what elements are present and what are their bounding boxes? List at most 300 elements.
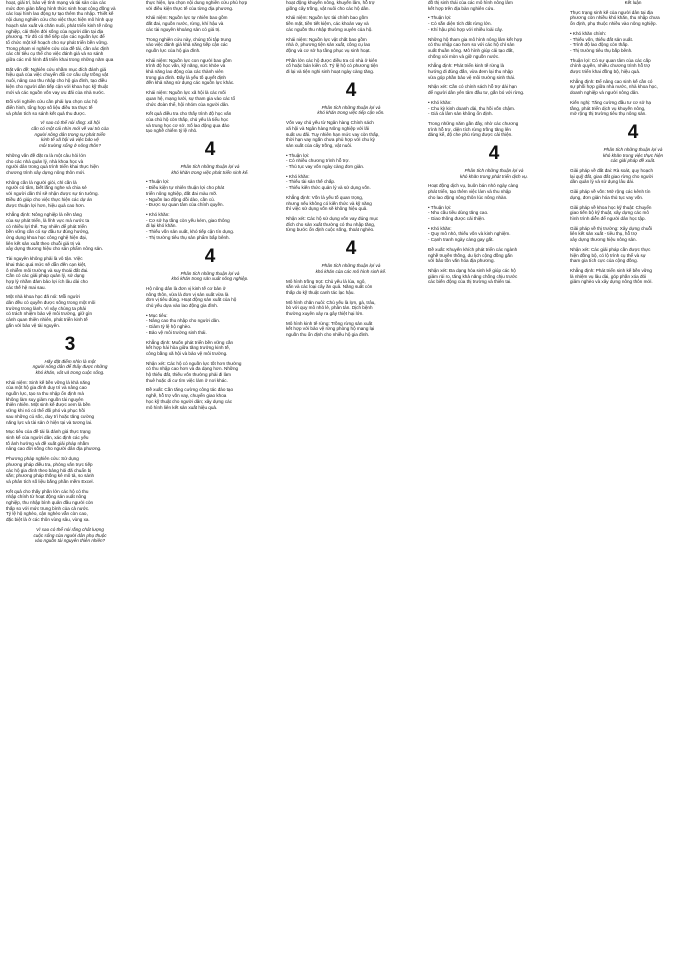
text-line: xây dựng thương hiệu cho sản phẩm nông sản. (6, 246, 104, 252)
text-paragraph (428, 183, 560, 200)
text-line: Phân tích những thuận lợi và (603, 146, 663, 152)
text-line: - Nhu cầu tiêu dùng tăng cao. (428, 210, 489, 216)
text-line: Trong những năm gần đây, nhờ các chương (428, 120, 519, 126)
text-line: công bằng xã hội và bảo vệ môi trường. (146, 350, 228, 356)
text-line: • Thuận lợi: (146, 179, 170, 185)
text-line: Khẳng định: Nông nghiệp là nền tảng (6, 212, 82, 218)
text-line: • Khó khăn: (286, 173, 310, 179)
text-paragraph (6, 67, 134, 96)
text-line: ô nhiễm môi trường và suy thoái đất đai. (6, 267, 89, 273)
text-line: nghiệp, thu nhập bình quân đầu người còn (6, 500, 94, 506)
text-line: đơn vị tiêu dùng. Hoạt động sản xuất của hộ (146, 297, 237, 303)
text-line: Khẳng định: Muốn phát triển bền vững cần (146, 339, 234, 345)
text-line: thì việc sử dụng vốn sẽ không hiệu quả. (286, 206, 368, 212)
text-paragraph (286, 216, 416, 233)
text-line: năng lực và tài sản ở hiện tại và tương lai. (6, 419, 93, 425)
text-paragraph (6, 0, 134, 63)
text-line: - Trình độ lao động còn thấp. (570, 42, 629, 48)
text-line: trình độ học vấn, kỹ năng, sức khỏe và (146, 63, 226, 69)
text-line: - Quy mô nhỏ, thiếu vốn và kinh nghiệm. (428, 231, 511, 237)
text-paragraph (570, 10, 696, 27)
text-line: cố hoặc bán kiên cố. Tỷ lệ hộ có phương tiện (286, 63, 379, 69)
text-line: gắn với bảo vệ tài nguyên. (6, 322, 61, 328)
text-paragraph (428, 226, 560, 243)
page-number: 4 (345, 79, 357, 101)
text-line: phương còn nhiều khó khăn, thu nhập chưa (570, 15, 660, 21)
text-line: Không cần là người giỏi, chỉ cần là (6, 179, 77, 185)
text-paragraph (428, 268, 560, 285)
text-line: kết hợp trên địa bàn nghiên cứu. (428, 5, 495, 11)
text-line: với người dân thì sẽ nhận được sự tin tưởng. (6, 191, 99, 197)
text-line: với điều kiện thực tế của từng địa phương. (146, 5, 234, 11)
text-line: của sự phát triển, là lĩnh vực mà nước ta (6, 217, 90, 223)
quote-block (6, 120, 134, 149)
text-line: với bảo tồn văn hóa địa phương. (428, 258, 495, 264)
text-paragraph (428, 0, 560, 11)
text-paragraph (146, 0, 274, 11)
quote-block (6, 527, 134, 544)
text-line: - Giao thông được cải thiện. (428, 215, 486, 221)
text-paragraph (146, 212, 274, 241)
text-paragraph (428, 247, 560, 264)
text-line: suất ưu đãi. Tuy nhiên hạn mức vay còn thấp, (286, 131, 380, 137)
text-line: - Nâng cao thu nhập cho người dân. (146, 318, 221, 324)
text-line: Nhận xét: Các giải pháp cần được thực (570, 246, 651, 252)
text-line: nội dung nghiên cứu cho việc thực hiện mô hình quy (6, 17, 114, 23)
text-line: - Thiếu tài sản thế chấp. (286, 179, 336, 185)
quote-block (146, 164, 274, 175)
text-line: dụng, đơn giản hóa thủ tục vay vốn. (570, 194, 644, 200)
text-line: - Được sự quan tâm của chính quyền. (146, 202, 224, 208)
page-number: 4 (204, 139, 216, 161)
text-line: vào việc đánh giá khả năng tiếp cận các (146, 42, 228, 48)
text-line: cuộc sống của người dân phụ thuộc (33, 532, 107, 538)
text-paragraph (6, 212, 134, 252)
text-line: chống xói mòn và giữ nguồn nước. (428, 53, 500, 59)
text-line: khó khăn trong việc tiếp cận vốn. (317, 110, 385, 116)
text-line: môi trường sống ở nông thôn? (39, 143, 101, 149)
text-column (570, 0, 696, 960)
text-paragraph (146, 15, 274, 32)
text-line: vào nguồn tài nguyên thiên nhiên? (34, 538, 106, 544)
text-line: hợp lý nhằm đảm bảo lợi ích lâu dài cho (6, 278, 88, 284)
text-line: liên kết sản xuất - tiêu thụ, hỗ trợ (570, 231, 638, 237)
text-line: hoạt, giải trí, bảo vệ tính mạng và tài sản của các (6, 0, 107, 5)
text-line: Đặt vấn đề: Nghiên cứu nhằm mục đích đánh giá (6, 66, 107, 72)
text-line: phương. Từ đó có thể tiếp cận các nguồn lực để (6, 34, 105, 40)
text-line: mở rộng thị trường tiêu thụ nông sản. (570, 111, 647, 117)
text-line: mới và các nguồn vốn vay ưu đãi của nhà nước. (6, 89, 105, 95)
text-paragraph (570, 247, 696, 264)
text-paragraph (570, 0, 696, 6)
text-paragraph (570, 189, 696, 200)
text-paragraph (286, 37, 416, 54)
text-line: nhưng nếu không có kiến thức và kỹ năng (286, 200, 372, 206)
text-line: thấp do kỹ thuật canh tác lạc hậu. (286, 289, 355, 295)
text-line: dân đều có quyền được sống trong một môi (6, 300, 96, 306)
text-line: giữa các mô hình đã triển khai trong những năm qua (6, 57, 114, 63)
text-line: - Khí hậu phù hợp với nhiều loài cây. (428, 26, 503, 32)
text-paragraph (570, 31, 696, 54)
text-line: sự phối hợp giữa nhà nước, nhà khoa học, (570, 84, 658, 90)
text-line: Khái niệm: Nguồn lực tài chính bao gồm (286, 15, 368, 21)
text-line: sản xuất của cây trồng, vật nuôi. (286, 142, 353, 148)
text-column (6, 0, 134, 960)
text-paragraph (6, 256, 134, 290)
text-paragraph (286, 321, 416, 338)
text-line: Hãy đặt điểm nhìn là một (44, 358, 96, 364)
text-line: Khẳng định: Để nâng cao sinh kế cần có (570, 78, 653, 84)
text-paragraph (146, 37, 274, 54)
text-line: Thực trạng sinh kế của người dân tại địa (570, 9, 653, 15)
text-paragraph (146, 58, 274, 87)
text-paragraph (286, 153, 416, 170)
text-paragraph (286, 300, 416, 317)
text-line: của một hộ gia đình duy trì và nâng cao (6, 385, 87, 391)
text-paragraph (146, 313, 274, 336)
text-line: • Khó khăn chính: (570, 30, 607, 36)
text-line: thực hiện, lựa chọn nội dung nghiên cứu phù hợp (146, 0, 248, 5)
text-line: có nhiều lợi thế. Tuy nhiên để phát triển (6, 223, 87, 229)
page-number: 4 (627, 121, 639, 143)
text-paragraph (286, 120, 416, 149)
text-line: đích cho sản xuất thường có thu nhập tăng, (286, 221, 376, 227)
text-paragraph (570, 226, 696, 243)
text-line: học kỹ thuật cho người dân; xây dựng các (146, 398, 233, 404)
text-line: Phân tích những thuận lợi và (321, 263, 381, 269)
text-line: Mục tiêu của đề tài là đánh giá thực trạng (6, 429, 91, 435)
text-line: khó khăn của các mô hình sinh kế. (315, 268, 387, 274)
text-line: Điều đó giúp cho việc thực hiện các dự án (6, 196, 93, 202)
text-line: có trách nhiệm bảo vệ môi trường, giữ gìn (6, 311, 93, 317)
text-line: động và cơ sở hạ tầng phục vụ sinh hoạt. (286, 47, 371, 53)
text-line: Trong nghiên cứu này, chúng tôi tập trung (146, 36, 232, 42)
text-line: - Cạnh tranh ngày càng gay gắt. (428, 237, 494, 243)
text-line: phát triển, tạo thêm việc làm và thu nhập (428, 189, 511, 195)
text-line: bền vững cần có sự đầu tư đúng hướng, (6, 229, 90, 235)
text-line: Trong phạm vi nghiên cứu của đề tài, cần xác định (6, 45, 110, 51)
text-line: - Cơ sở hạ tầng còn yếu kém, giao thông (146, 217, 230, 223)
text-line: không làm suy giảm nguồn tài nguyên (6, 396, 84, 402)
text-line: Đề xuất: Cần tăng cường công tác đào tạo (146, 387, 234, 393)
text-line: hiện đồng bộ, có lộ trình cụ thể và sự (570, 252, 646, 258)
quote-block (146, 271, 274, 282)
text-paragraph (6, 489, 134, 523)
text-line: mức đơn giản bằng hình thức sinh hoạt cộng đồng và (6, 5, 116, 11)
text-line: Hoạt động dịch vụ, buôn bán nhỏ ngày càng (428, 183, 519, 189)
text-line: doanh nghiệp và người nông dân. (570, 90, 640, 96)
text-line: thiên nhiên. Một sinh kế được xem là bền (6, 402, 91, 408)
text-line: • Thuận lợi: (428, 204, 452, 210)
text-line: khó khăn trong việc phát triển sinh kế. (171, 169, 249, 175)
text-line: - Giá cả lâm sản không ổn định. (428, 111, 493, 117)
text-line: xuất thuần nông. Mô hình giúp cải tạo đất, (428, 47, 514, 53)
text-line: đất đai, nguồn nước, rừng, khí hậu và (146, 21, 224, 27)
text-line: - Bảo vệ môi trường sinh thái. (146, 329, 207, 335)
page-number: 4 (204, 245, 216, 267)
text-paragraph (6, 456, 134, 485)
text-line: Giải pháp về khoa học kỹ thuật: Chuyển (570, 204, 652, 210)
text-line: nuôi, nâng cao thu nhập cho hộ gia đình, tạo điều (6, 78, 107, 84)
text-line: Tỷ lệ hộ nghèo, cận nghèo vẫn còn cao, (6, 511, 88, 517)
text-line: người nông dân trong sự phát triển (34, 131, 106, 137)
text-line: - Có nhiều chương trình hỗ trợ. (286, 158, 350, 164)
text-line: - Giảm tỷ lệ hộ nghèo. (146, 324, 192, 330)
text-line: Phân tích những thuận lợi và (321, 104, 381, 110)
text-line: giống cây trồng, vật nuôi cho các hộ dân. (286, 5, 370, 11)
text-column (146, 0, 274, 960)
text-line: giảm nghèo và xây dựng nông thôn mới. (570, 279, 653, 285)
text-line: Khẳng định: Vốn là yếu tố quan trọng, (286, 194, 364, 200)
text-line: khai thác quá mức sẽ dẫn đến cạn kiệt, (6, 261, 87, 267)
text-line: tầng, phát triển dịch vụ khuyến nông, (570, 105, 646, 111)
text-line: Mô hình chăn nuôi: Chủ yếu là lợn, gà, trâu, (286, 299, 376, 305)
text-line: - Nguồn lao động dồi dào, cần cù. (146, 196, 215, 202)
text-line: Kết quả điều tra cho thấy trình độ học vấn (146, 111, 232, 117)
text-paragraph (6, 153, 134, 176)
text-line: Một nhà khoa học đã nói: Mỗi người (6, 294, 80, 300)
text-line: cho lao động nông thôn lúc nông nhàn. (428, 194, 508, 200)
text-line: chương trình xây dựng nông thôn mới. (6, 169, 86, 175)
text-line: Phương pháp nghiên cứu: Sử dụng (6, 456, 79, 462)
text-line: các chỉ tiêu cụ thể cho việc đánh giá và so sánh (6, 51, 104, 57)
text-line: ổn định, phụ thuộc nhiều vào nông nghiệp. (570, 21, 657, 27)
text-line: sắn và các loại cây ăn quả. Năng suất còn (286, 284, 373, 290)
text-line: cho các nhà quản lý, nhà khoa học và (6, 158, 84, 164)
text-line: sinh kế của người dân, xác định các yếu (6, 435, 89, 440)
text-line: Vì sao có thể nói rằng: xã hội (40, 120, 100, 126)
text-line: các tài nguyên khoáng sản có giá trị. (146, 26, 221, 32)
text-line: nhập chính từ hoạt động sản xuất nông (6, 494, 87, 500)
text-line: khó khăn trong sản xuất nông nghiệp. (171, 276, 249, 282)
quote-block (570, 147, 696, 164)
text-line: nâng cao đời sống cho người dân địa phương. (6, 446, 102, 452)
text-column (428, 0, 560, 960)
text-line: các hộ gia đình theo bảng hỏi đã chuẩn bị (6, 467, 92, 473)
text-line: kết hợp hài hòa giữa tăng trưởng kinh tế, (146, 345, 230, 351)
text-line: Kết quả cho thấy phần lớn các hộ có thu (6, 488, 89, 494)
text-paragraph (146, 361, 274, 384)
text-paragraph (286, 58, 416, 75)
text-paragraph (146, 387, 274, 410)
text-line: Khái niệm: Sinh kế bền vững là khả năng (6, 379, 91, 385)
text-line: nguồn lực của hộ gia đình. (146, 47, 201, 53)
text-line: đặc biệt là ở các thôn vùng sâu, vùng xa. (6, 517, 90, 523)
text-line: khó khăn, vất vả trong cuộc sống. (35, 369, 105, 375)
text-line: liên kết sản xuất theo chuỗi giá trị và (6, 240, 81, 246)
text-line: các biến động của thị trường và thiên tai. (428, 279, 512, 285)
text-line: trình hỗ trợ, diện tích rừng trồng tăng lên (428, 126, 511, 132)
text-line: chức đoàn thể, hội nhóm của người dân. (146, 101, 230, 107)
text-paragraph (286, 195, 416, 212)
text-paragraph (570, 168, 696, 185)
text-line: hình trình diễn để người dân học tập. (570, 215, 646, 221)
text-line: đi lại khó khăn. (146, 223, 177, 229)
text-line: đáng kể, độ che phủ rừng được cải thiện. (428, 132, 513, 138)
text-paragraph (6, 294, 134, 328)
text-line: - Thiếu kiến thức quản lý và sử dụng vốn. (286, 185, 371, 191)
text-paragraph (428, 84, 560, 95)
text-line: người có tâm, biết lắng nghe và chia sẻ (6, 185, 87, 191)
text-line: Khái niệm: Nguồn lực vật chất bao gồm (286, 36, 367, 42)
text-line: điển hình, tổng hợp số liệu điều tra thực tế (6, 104, 93, 110)
text-line: ứng dụng khoa học công nghệ hiện đại, (6, 235, 87, 241)
text-line: Khẳng định: Phát triển kinh tế rừng là (428, 63, 505, 69)
text-line: cần có một cái nhìn mới về vai trò của (31, 126, 109, 132)
text-line: Đề xuất: Khuyến khích phát triển các ngành (428, 246, 518, 252)
text-line: dân quản lý và sử dụng lâu dài. (570, 179, 635, 185)
text-paragraph (286, 174, 416, 191)
text-line: kiện cho người dân tiếp cận với khoa học kỹ thuật (6, 83, 108, 89)
text-line: được triển khai đồng bộ, hiệu quả. (570, 69, 641, 75)
text-line: tổ chức một kế hoạch cho sự phát triển bền vững. (6, 39, 108, 45)
text-line: bò với quy mô nhỏ lẻ, phân tán. Dịch bệnh (286, 305, 373, 311)
text-line: xây dựng thương hiệu nông sản. (570, 237, 637, 243)
text-line: xã hội và Ngân hàng Nông nghiệp với lãi (286, 125, 369, 131)
text-line: vững khi nó có thể đối phó và phục hồi (6, 408, 85, 414)
text-line: thường xuyên xảy ra gây thiệt hại lớn. (286, 311, 364, 317)
text-line: thấp so với mức trung bình của cả nước. (6, 505, 90, 511)
text-paragraph (570, 268, 696, 285)
text-line: Phân tích những thuận lợi và (464, 168, 524, 174)
text-line: Nhận xét: Đa dạng hóa sinh kế giúp các hộ (428, 267, 516, 273)
text-line: cảnh quan thiên nhiên, phát triển kinh tế (6, 317, 88, 323)
text-paragraph (570, 205, 696, 222)
text-paragraph (428, 37, 560, 60)
text-line: Thuận lợi: Có sự quan tâm của các cấp (570, 57, 651, 63)
text-line: - Chu kỳ kinh doanh dài, thu hồi vốn chậm. (428, 105, 516, 111)
text-line: giao tiến bộ kỹ thuật, xây dựng các mô (570, 210, 649, 216)
text-line: các thế hệ mai sau. (6, 284, 46, 290)
text-line: - Điều kiện tự nhiên thuận lợi cho phát (146, 185, 225, 191)
text-paragraph (286, 279, 416, 296)
text-line: Giải pháp về vốn: Mở rộng các kênh tín (570, 189, 651, 195)
text-paragraph (6, 429, 134, 452)
text-line: • Khó khăn: (428, 225, 452, 231)
text-line: đến khả năng sử dụng các nguồn lực khác. (146, 80, 235, 86)
text-line: Giải pháp về đất đai: Rà soát, quy hoạch (570, 168, 653, 174)
text-line: sau những cú sốc, duy trì hoặc tăng cường (6, 413, 95, 419)
text-column (286, 0, 416, 960)
text-line: người nông dân để thấy được những (32, 364, 108, 370)
text-paragraph (146, 179, 274, 208)
text-line: • Thuận lợi: (286, 152, 310, 158)
text-line: các giải pháp đề xuất. (610, 158, 656, 164)
text-line: hoạt động khuyến nông, khuyến lâm, hỗ trợ (286, 0, 375, 5)
text-line: tham gia tích cực của cộng đồng. (570, 258, 638, 264)
text-line: Tài nguyên không phải là vô tận. Việc (6, 256, 83, 262)
text-line: kết hợp với bảo vệ rừng phòng hộ mang lại (286, 326, 375, 332)
text-line: - Có sẵn diện tích đất rừng lớn. (428, 21, 492, 27)
text-paragraph (570, 58, 696, 75)
text-line: Khẳng định: Phát triển sinh kế bền vững (570, 267, 652, 273)
text-line: của chủ hộ còn thấp, chủ yếu là tiểu học (146, 116, 229, 122)
text-line: Hộ nông dân là đơn vị kinh tế cơ bản ở (146, 285, 226, 291)
page-number: 3 (64, 333, 76, 355)
text-line: trong gia đình. Đây là yếu tố quyết định (146, 74, 226, 80)
text-paragraph (146, 286, 274, 309)
text-line: Vốn vay chủ yếu từ Ngân hàng Chính sách (286, 120, 374, 126)
quote-block (428, 168, 560, 179)
text-line: Mô hình trồng trọt: Chủ yếu là lúa, ngô, (286, 278, 366, 284)
text-line: có thu nhập cao hơn so với các hộ chỉ sản (428, 42, 515, 48)
text-line: từng bước ổn định cuộc sống, thoát nghèo. (286, 227, 375, 233)
text-paragraph (428, 121, 560, 138)
text-line: vừa góp phần bảo vệ môi trường sinh thái. (428, 74, 516, 80)
text-line: Phân tích những thuận lợi và (180, 270, 240, 276)
text-line: nhà ở, phương tiện sản xuất, công cụ lao (286, 42, 371, 48)
text-line: lại quỹ đất, giao đất giao rừng cho người (570, 173, 653, 179)
text-line: hoạch sản xuất và chăn nuôi, phát triển kinh tế nông (6, 22, 113, 28)
text-line: để người dân yên tâm đầu tư, gắn bó với rừng. (428, 90, 525, 96)
text-paragraph (146, 90, 274, 107)
text-paragraph (286, 15, 416, 32)
text-line: khó khăn trong việc thực hiện (602, 152, 664, 158)
page-number: 4 (345, 238, 357, 260)
text-paragraph (428, 205, 560, 222)
text-line: chủ yếu dựa vào lao động gia đình. (146, 303, 219, 309)
text-line: Phần lớn các hộ được điều tra có nhà ở kiên (286, 57, 378, 63)
text-paragraph (6, 99, 134, 116)
text-line: hướng đi đúng đắn, vừa đem lại thu nhập (428, 69, 513, 75)
text-line: • Mục tiêu: (146, 312, 168, 318)
text-line: sẵn; phương pháp thống kê mô tả, so sánh (6, 473, 95, 479)
text-paragraph (146, 340, 274, 357)
text-line: - Thiếu vốn sản xuất, khó tiếp cận tín dụng. (146, 229, 235, 235)
text-line: thời hạn vay ngắn chưa phù hợp với chu kỳ (286, 137, 375, 143)
text-line: hiệu quả của việc chuyển đổi cơ cấu cây trồng vật (6, 72, 109, 78)
text-line: và phân tích so sánh kết quả thu được. (6, 110, 86, 116)
text-line: Khái niệm: Nguồn lực xã hội là các mối (146, 90, 226, 96)
quote-block (6, 359, 134, 376)
text-line: nghiệp, cải thiện đời sống của người dân tại địa (6, 28, 104, 34)
text-line: Vì sao có thể nói rằng chất lượng (36, 526, 104, 532)
text-line: Khái niệm: Nguồn lực con người bao gồm (146, 57, 232, 63)
text-line: Kết luận (624, 0, 642, 5)
text-paragraph (6, 180, 134, 209)
text-paragraph (428, 63, 560, 80)
text-line: được thuận lợi hơn, hiệu quả cao hơn. (6, 202, 85, 208)
text-line: tố ảnh hưởng và đề xuất giải pháp nhằm (6, 440, 89, 446)
text-line: • Khó khăn: (428, 99, 452, 105)
text-line: tạo nghề chiếm tỷ lệ nhỏ. (146, 128, 198, 134)
text-line: đồ thị sinh thái của các mô hình nông lâm (428, 0, 513, 5)
text-line: Phân tích những thuận lợi và (180, 164, 240, 170)
text-line: Khái niệm: Nguồn lực tự nhiên bao gồm (146, 15, 228, 21)
text-line: Nhận xét: Cần có chính sách hỗ trợ dài hạn (428, 84, 517, 90)
text-line: - Thiếu vốn, thiếu đất sản xuất. (570, 36, 633, 42)
text-line: quan hệ, mạng lưới, sự tham gia vào các tổ (146, 95, 236, 101)
text-line: triển nông nghiệp, đất đai màu mỡ. (146, 190, 218, 196)
text-paragraph (428, 15, 560, 32)
text-line: Kiến nghị: Tăng cường đầu tư cơ sở hạ (570, 99, 651, 105)
text-line: - Thủ tục vay vốn ngày càng đơn giản. (286, 164, 365, 170)
text-line: tiền mặt, tiền tiết kiệm, các khoản vay và (286, 21, 369, 27)
text-line: nguồn lực, tạo ra thu nhập ổn định mà (6, 391, 84, 397)
text-line: nông thôn, vừa là đơn vị sản xuất vừa là (146, 291, 229, 297)
text-line: nghề, hỗ trợ vốn vay, chuyển giao khoa (146, 393, 227, 399)
text-line: người dân trong quá trình triển khai thực hiện (6, 164, 99, 170)
text-line: Giải pháp về thị trường: Xây dựng chuỗi (570, 225, 652, 231)
text-line: - Thị trường tiêu thụ bấp bênh. (570, 47, 633, 53)
text-line: chính quyền, nhiều chương trình hỗ trợ (570, 63, 651, 69)
text-paragraph (428, 100, 560, 117)
text-paragraph (6, 380, 134, 426)
page-number: 4 (488, 143, 500, 165)
text-line: đi lại và tiện nghi sinh hoạt ngày càng tăng. (286, 69, 375, 75)
text-line: thuê hoặc di cư tìm việc làm ở nơi khác. (146, 377, 228, 383)
text-line: nghề truyền thống, du lịch cộng đồng gắn (428, 252, 513, 258)
